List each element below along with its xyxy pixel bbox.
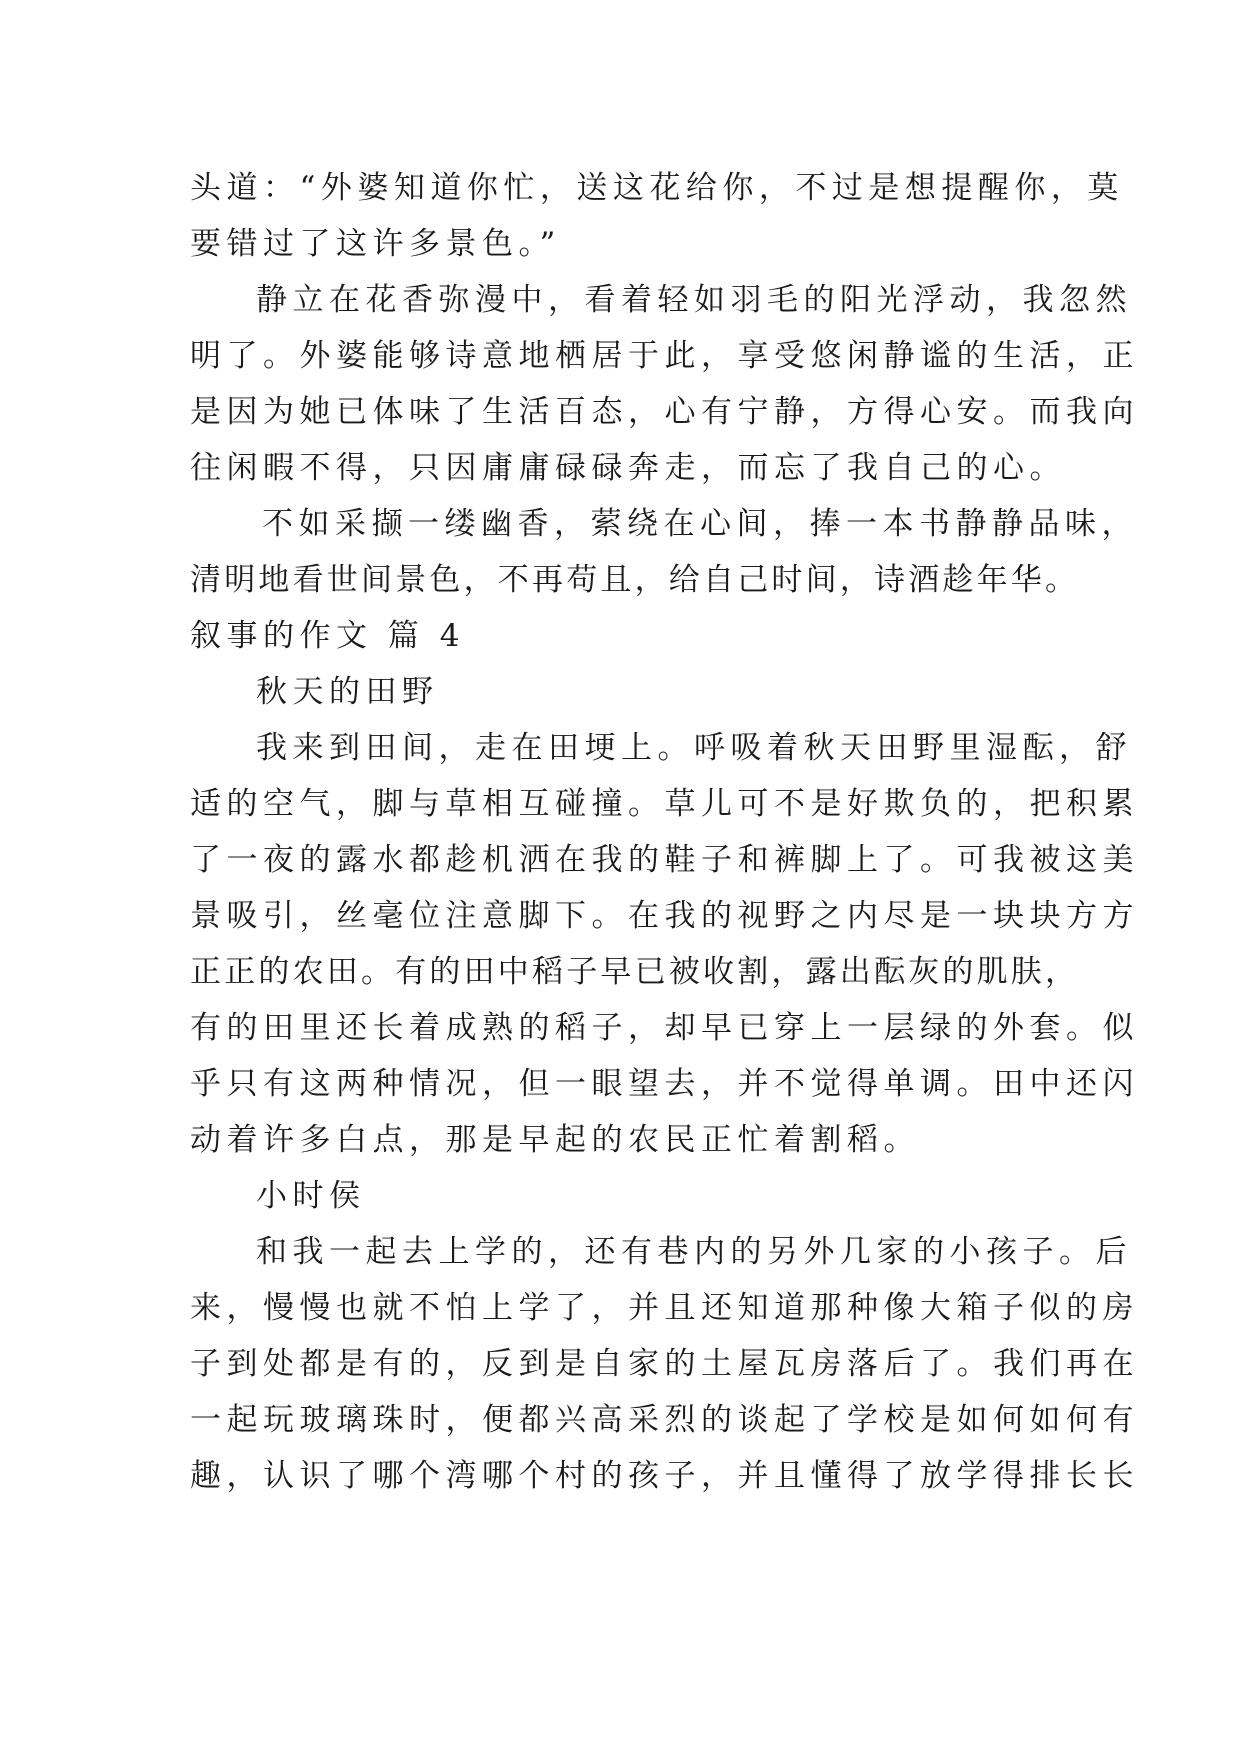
text-line: 子到处都是有的，反到是自家的土屋瓦房落后了。我们再在 [190, 1346, 1139, 1382]
text-line: 乎只有这两种情况，但一眼望去，并不觉得单调。田中还闪 [190, 1066, 1139, 1102]
text-line: 了一夜的露水都趁机洒在我的鞋子和裤脚上了。可我被这美 [190, 842, 1139, 878]
essay-title: 秋天的田野 [256, 674, 439, 710]
text-line: 正正的农田。有的田中稻子早已被收割，露出酝灰的肌肤， [190, 954, 1080, 990]
paragraph-first-line: 和我一起去上学的，还有巷内的另外几家的小孩子。后 [256, 1234, 1132, 1270]
text-line: 适的空气，脚与草相互碰撞。草儿可不是好欺负的，把积累 [190, 786, 1139, 822]
text-line: 动着许多白点，那是早起的农民正忙着割稻。 [190, 1122, 920, 1158]
text-line: 来，慢慢也就不怕上学了，并且还知道那种像大箱子似的房 [190, 1290, 1139, 1326]
text-line: 有的田里还长着成熟的稻子，却早已穿上一层绿的外套。似 [190, 1010, 1139, 1046]
text-line: 一起玩玻璃珠时，便都兴高采烈的谈起了学校是如何如何有 [190, 1402, 1139, 1438]
text-line: 景吸引，丝毫位注意脚下。在我的视野之内尽是一块块方方 [190, 898, 1139, 934]
text-line: 趣，认识了哪个湾哪个村的孩子，并且懂得了放学得排长长 [190, 1458, 1139, 1494]
text-line: 头道：“外婆知道你忙，送这花给你，不过是想提醒你，莫 [190, 170, 1124, 206]
essay-title: 小时侯 [256, 1178, 366, 1214]
paragraph-first-line: 我来到田间，走在田埂上。呼吸着秋天田野里湿酝，舒 [256, 730, 1132, 766]
text-line: 明了。外婆能够诗意地栖居于此，享受悠闲静谧的生活，正 [190, 338, 1139, 374]
paragraph-first-line: 静立在花香弥漫中，看着轻如羽毛的阳光浮动，我忽然 [256, 282, 1132, 318]
text-line: 是因为她已体味了生活百态，心有宁静，方得心安。而我向 [190, 394, 1139, 430]
paragraph-first-line: 不如采撷一缕幽香，萦绕在心间，捧一本书静静品味， [262, 506, 1138, 542]
section-heading: 叙事的作文 篇 4 [190, 618, 465, 654]
text-line: 往闲暇不得，只因庸庸碌碌奔走，而忘了我自己的心。 [190, 450, 1066, 486]
document-page [190, 160, 1139, 1504]
text-line: 要错过了这许多景色。” [190, 226, 561, 262]
text-line: 清明地看世间景色，不再苟且，给自己时间，诗酒趁年华。 [190, 562, 1080, 598]
